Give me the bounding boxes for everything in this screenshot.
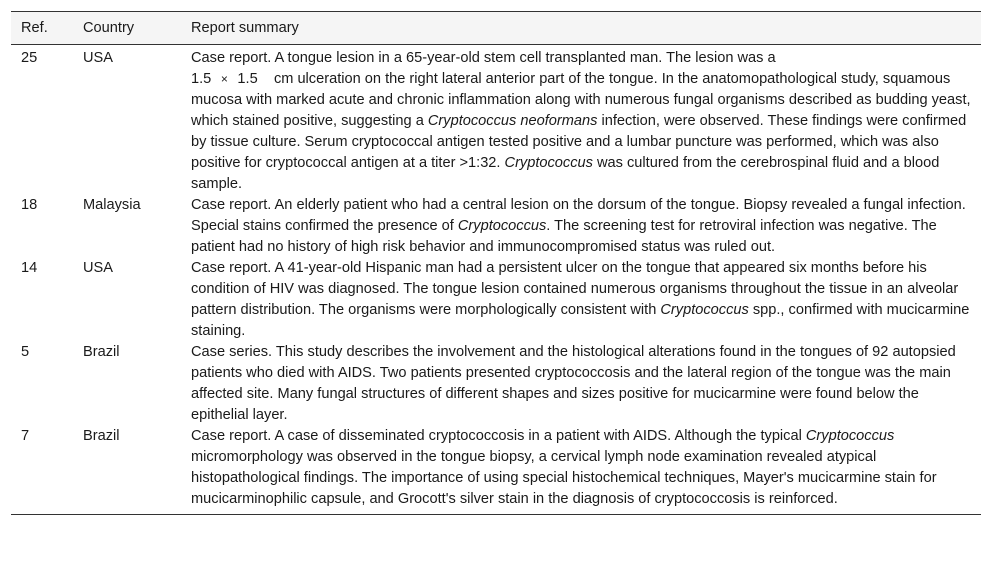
ref-cell: 25 xyxy=(21,50,38,66)
summary-text: was cultured from the cerebrospinal fluid and a blood sample. xyxy=(191,155,940,192)
genus-name: Cryptococcus xyxy=(457,218,547,234)
dimension-a: 1.5 xyxy=(191,71,212,87)
ref-cell: 5 xyxy=(21,344,30,360)
table-row xyxy=(11,342,981,426)
summary-cell xyxy=(181,45,981,196)
species-name: Cryptococcus neoformans xyxy=(427,113,598,129)
summary-text: Case report. An elderly patient who had a central lesion on the dorsum of the tongue. Biopsy revealed a fungal infection. Special stains confirmed the presence of xyxy=(191,197,966,234)
genus-name: Cryptococcus xyxy=(504,155,593,171)
summary-text: Case report. A 41-year-old Hispanic man had a persistent ulcer on the tongue that appeared six months before his condition of HIV was diagnosed. The tongue lesion contained numerous organisms throughout the tissue in an alveolar pattern distribution. The organisms were morphologically consistent with xyxy=(191,260,959,318)
header-row xyxy=(11,12,981,45)
table-row xyxy=(11,45,981,196)
summary-cell xyxy=(181,426,981,515)
header-country: Country xyxy=(73,12,181,45)
country-cell: USA xyxy=(83,260,114,276)
header-summary: Report summary xyxy=(181,12,981,45)
genus-name: Cryptococcus xyxy=(805,428,895,444)
dimension-b: 1.5 xyxy=(237,71,258,87)
summary-table xyxy=(11,11,981,515)
summary-text: Case report. A tongue lesion in a 65-year-old stem cell transplanted man. The lesion was a xyxy=(191,50,776,66)
country-cell: Brazil xyxy=(83,344,120,360)
summary-text: Case series. This study describes the involvement and the histological alterations found in the tongues of 92 autopsied patients who died with AIDS. Two patients presented cryptococcosis and the lateral region of the tongue was the main affected site. Many fungal structures of different shapes and sizes positive for mucicarmine were found below the epithelial layer. xyxy=(191,344,956,423)
table-row xyxy=(11,426,981,515)
header-ref: Ref. xyxy=(11,12,73,45)
summary-text: Case report. A case of disseminated cryptococcosis in a patient with AIDS. Although the typical xyxy=(191,428,806,444)
summary-text: infection, were observed. These findings were confirmed by tissue culture. Serum cryptococcal antigen tested positive and a lumbar puncture was performed, which was also positive for cryptococcal antigen at a titer >1:32. xyxy=(191,113,967,171)
country-cell: Malaysia xyxy=(83,197,141,213)
ref-cell: 7 xyxy=(11,426,73,515)
summary-cell xyxy=(181,342,981,426)
summary-text: cm ulceration on the right lateral anterior part of the tongue. In the anatomopathological study, squamous mucosa with marked acute and chronic inflammation along with numerous fungal organisms described as budding yeast, which stained positive, suggesting a xyxy=(191,71,971,129)
ref-cell: 18 xyxy=(21,197,38,213)
country-cell: USA xyxy=(83,50,114,66)
summary-cell xyxy=(181,258,981,342)
country-cell: Brazil xyxy=(73,426,181,515)
ref-cell: 14 xyxy=(21,260,38,276)
table-row xyxy=(11,258,981,342)
genus-name: Cryptococcus xyxy=(660,302,749,318)
summary-text: micromorphology was observed in the tongue biopsy, a cervical lymph node examination revealed atypical histopathological findings. The importance of using special histochemical techniques, Mayer's mucicarmine stain for mucicarminophilic capsule, and Grocott's silver stain in the diagnosis of cryptococcosis is reinforced. xyxy=(191,449,937,507)
times-sign: × xyxy=(220,72,228,86)
table-row xyxy=(11,195,981,258)
summary-text: spp., confirmed with mucicarmine staining. xyxy=(191,302,970,339)
summary-text: . The screening test for retroviral infection was negative. The patient had no history of high risk behavior and immunocompromised status was ruled out. xyxy=(191,218,937,255)
summary-cell xyxy=(181,195,981,258)
